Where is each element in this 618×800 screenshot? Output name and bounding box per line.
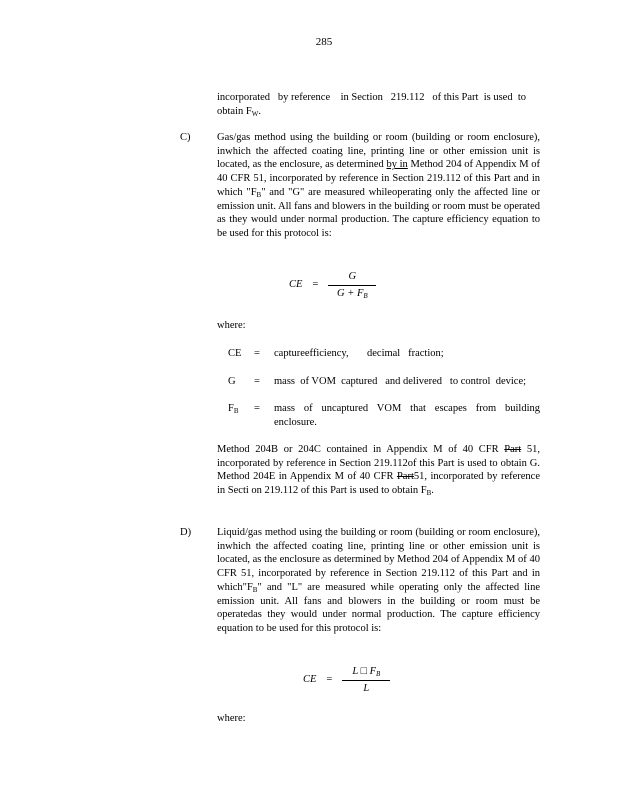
method-text-2: 51, incorporated by reference in Section 219.112of this Part is used to obtain G. Method 204E in Appendix M of 40 CFR — [217, 444, 540, 483]
item-c-text-3: " and "G" are measured whileoperating only the affected line or emission unit. All fans and blowers in the building or room must be operated as they would under normal production. The capture efficiency equation to be used for this protocol is: — [217, 186, 540, 239]
equation-d-numerator-main: L □ F — [352, 666, 377, 677]
capture-efficiency-equation-c — [289, 270, 376, 300]
equation-d-lhs: CE — [303, 674, 317, 686]
item-d-paragraph — [217, 526, 540, 636]
item-c-text-1: Gas/gas method using the building or room (building or room enclosure), inwhich the affected coating line, printing line or other emission unit is located, as the enclosure, as determined — [217, 132, 540, 171]
equation-c-denominator — [337, 286, 368, 301]
intro-line-1: incorporated by reference in Section 219.112 of this Part is used to — [217, 92, 526, 103]
equation-d-denominator: L — [363, 682, 370, 694]
method-text-1: Method 204B or 204C contained in Appendix M of 40 CFR — [217, 444, 505, 455]
definition-text: mass of uncaptured VOM that escapes from building enclosure. — [274, 403, 540, 428]
equation-d-fraction — [342, 665, 390, 695]
definition-text: mass of VOM captured and delivered to control device; — [274, 376, 527, 387]
method-text-3: 51, incorporated by reference in Secti on 219.112 of this Part is used to obtain F — [217, 471, 540, 497]
definition-symbol: G — [228, 376, 236, 387]
intro-line-2-sub: W — [251, 109, 259, 118]
definition-equals: = — [254, 376, 260, 387]
definition-row — [228, 402, 540, 429]
capture-efficiency-equation-d — [303, 665, 390, 695]
method-subscript: B — [426, 489, 432, 498]
method-paragraph-c — [217, 443, 540, 498]
intro-paragraph — [217, 91, 540, 118]
item-d-text-1: Liquid/gas method using the building or room (building or room enclosure), inwhich the affected coating line, printing line or other emission unit is located, as the enclosure as determined by Method 204 of Appendix M of 40 CFR 51, incorporated by reference in Section 219.112 of this Part and in which"F — [217, 527, 540, 593]
item-d-text-2: " and "L" are measured while operating only the affected line emission unit. All fans and blowers in the building or room must be operatedas they would under normal production. The capture efficiency equation to be used for this protocol is: — [217, 581, 540, 634]
definition-equals: = — [254, 403, 260, 414]
intro-line-2-text: obtain F — [217, 105, 252, 117]
equation-c-denominator-main: G + F — [337, 287, 364, 299]
method-strikethrough-1: Part — [504, 444, 522, 455]
item-c-label: C) — [180, 132, 191, 143]
definition-equals: = — [254, 348, 260, 359]
item-c-text-2: Method 204 of Appendix M of 40 CFR 51, incorporated by reference in Section 219.112 of this Part and in which "F — [217, 159, 540, 198]
method-strikethrough-2: Part — [396, 471, 414, 483]
intro-line-2-end: . — [258, 105, 261, 117]
equation-d-equals: = — [326, 674, 333, 686]
equation-c-fraction — [328, 270, 376, 300]
intro-line-2 — [217, 105, 540, 119]
definition-text: captureefficiency, decimal fraction; — [274, 348, 444, 359]
equation-d-numerator-sub: B — [376, 670, 381, 678]
equation-c-equals: = — [312, 279, 319, 291]
equation-c-numerator: G — [328, 270, 376, 286]
definition-row — [228, 375, 540, 389]
where-label-c: where: — [217, 320, 246, 331]
equation-d-numerator — [342, 665, 390, 681]
page-number: 285 — [315, 36, 333, 48]
equation-c-lhs: CE — [289, 279, 303, 291]
where-label-d: where: — [217, 713, 246, 724]
item-c-subscript: B — [256, 190, 262, 199]
definition-symbol: $F_B$ — [228, 403, 239, 415]
item-c-paragraph — [217, 131, 540, 241]
method-end: . — [431, 485, 434, 497]
equation-c-denominator-sub: B — [363, 291, 368, 300]
item-d-label: D) — [180, 527, 192, 538]
definition-symbol: CE — [228, 348, 242, 359]
item-c-underlined-text: by in — [386, 159, 408, 171]
definition-row — [228, 347, 540, 361]
item-d-subscript: B — [252, 585, 258, 594]
